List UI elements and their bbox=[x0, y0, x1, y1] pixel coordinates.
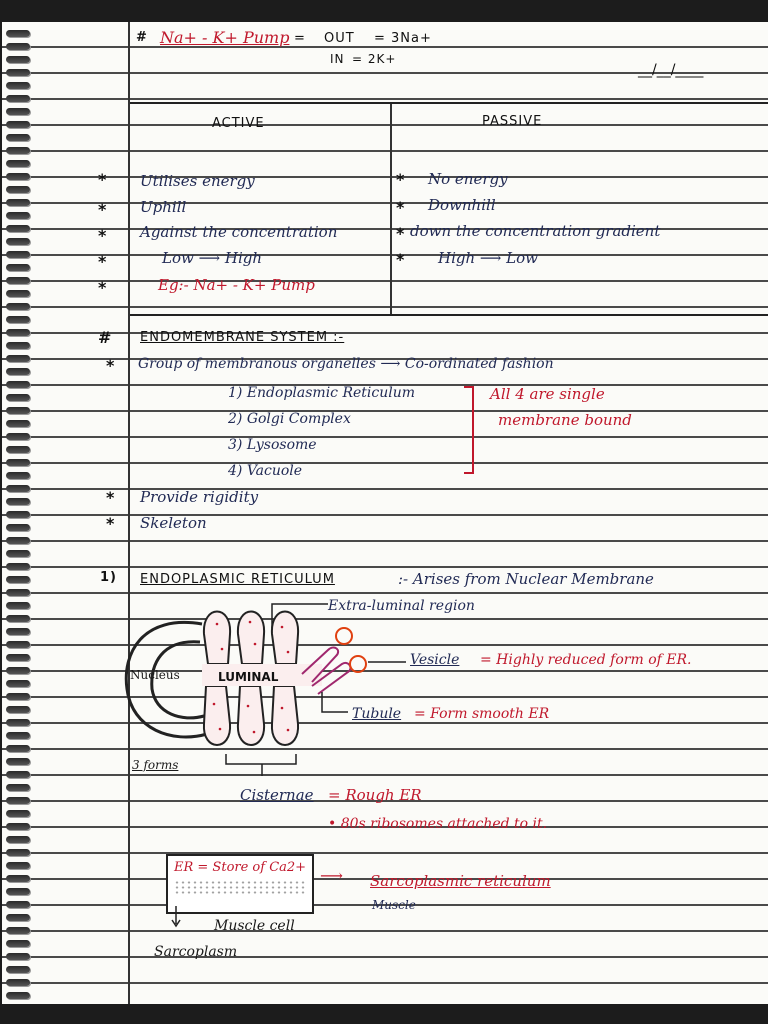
spiral-coil bbox=[6, 888, 30, 895]
notebook-page bbox=[2, 0, 768, 1024]
er-arises: :- Arises from Nuclear Membrane bbox=[398, 570, 654, 588]
bullet: * bbox=[98, 200, 107, 219]
spiral-coil bbox=[6, 979, 30, 986]
passive-item: High ⟶ Low bbox=[438, 249, 539, 267]
spiral-coil bbox=[6, 537, 30, 544]
spiral-coil bbox=[6, 225, 30, 232]
section-hash: # bbox=[98, 328, 112, 347]
spiral-coil bbox=[6, 927, 30, 934]
extra-luminal-label: Extra-luminal region bbox=[328, 598, 475, 614]
endomembrane-title: ENDOMEMBRANE SYSTEM :- bbox=[140, 330, 345, 345]
spiral-coil bbox=[6, 160, 30, 167]
sarcoplasm-dots bbox=[174, 880, 306, 894]
sarcoplasm-label: Sarcoplasm bbox=[154, 944, 238, 960]
spiral-coil bbox=[6, 875, 30, 882]
passive-item: Downhill bbox=[428, 196, 496, 214]
active-header: ACTIVE bbox=[212, 116, 265, 131]
spiral-coil bbox=[6, 407, 30, 414]
spiral-coil bbox=[6, 381, 30, 388]
spiral-coil bbox=[6, 30, 30, 37]
spiral-coil bbox=[6, 966, 30, 973]
spiral-coil bbox=[6, 849, 30, 856]
date-field: __/__/____ bbox=[638, 62, 704, 78]
active-item: Low ⟶ High bbox=[162, 249, 263, 267]
active-item: Against the concentration bbox=[140, 223, 338, 241]
spiral-coil bbox=[6, 134, 30, 141]
spiral-coil bbox=[6, 771, 30, 778]
spiral-coil bbox=[6, 784, 30, 791]
bullet: * bbox=[98, 278, 107, 297]
bullet: * bbox=[396, 170, 405, 189]
sarcoplasmic-label: Sarcoplasmic reticulum bbox=[370, 872, 551, 890]
header-hash: # bbox=[136, 30, 148, 45]
vesicle-bottom bbox=[350, 656, 366, 672]
vesicle-top bbox=[336, 628, 352, 644]
rigidity-point: Provide rigidity bbox=[140, 488, 259, 506]
spiral-coil bbox=[6, 277, 30, 284]
active-item: Utilises energy bbox=[140, 172, 255, 190]
spiral-coil bbox=[6, 147, 30, 154]
spiral-coil bbox=[6, 368, 30, 375]
bullet: * bbox=[106, 514, 115, 533]
out-label: OUT bbox=[324, 31, 355, 46]
in-label: IN bbox=[330, 52, 345, 66]
spiral-coil bbox=[6, 43, 30, 50]
nucleus-label: Nucleus bbox=[130, 668, 180, 682]
spiral-coil bbox=[6, 797, 30, 804]
spiral-coil bbox=[6, 82, 30, 89]
passive-item: down the concentration gradient bbox=[410, 222, 661, 240]
bullet: * bbox=[396, 250, 405, 269]
single-membrane-note: membrane bound bbox=[498, 411, 632, 429]
spiral-coil bbox=[6, 498, 30, 505]
spiral-coil bbox=[6, 576, 30, 583]
muscle-cell-label: Muscle cell bbox=[214, 918, 295, 934]
bullet: * bbox=[106, 488, 115, 507]
bullet: * bbox=[396, 198, 405, 217]
spiral-coil bbox=[6, 810, 30, 817]
spiral-coil bbox=[6, 745, 30, 752]
spiral-coil bbox=[6, 628, 30, 635]
spiral-coil bbox=[6, 953, 30, 960]
margin-line bbox=[128, 22, 130, 1004]
spiral-coil bbox=[6, 433, 30, 440]
spiral-coil bbox=[6, 238, 30, 245]
spiral-coil bbox=[6, 459, 30, 466]
er-store-label: ER = Store of Ca2+ bbox=[174, 860, 307, 875]
spiral-coil bbox=[6, 680, 30, 687]
vesicle-definition: = Highly reduced form of ER. bbox=[480, 652, 692, 668]
spiral-coil bbox=[6, 472, 30, 479]
bullet: * bbox=[98, 252, 107, 271]
spiral-coil bbox=[6, 303, 30, 310]
er-diagram bbox=[122, 594, 482, 784]
spiral-coil bbox=[6, 524, 30, 531]
bullet: * bbox=[106, 356, 115, 375]
spiral-coil bbox=[6, 485, 30, 492]
spiral-coil bbox=[6, 329, 30, 336]
three-forms-label: 3 forms bbox=[132, 758, 179, 772]
spiral-coil bbox=[6, 693, 30, 700]
cisternae-label: Cisternae bbox=[240, 786, 314, 804]
spiral-coil bbox=[6, 173, 30, 180]
organelle-item: 4) Vacuole bbox=[228, 463, 303, 479]
bullet: * bbox=[98, 170, 107, 189]
spiral-coil bbox=[6, 394, 30, 401]
tubule-arrow bbox=[322, 692, 348, 712]
spiral-coil bbox=[6, 836, 30, 843]
organelle-item: 3) Lysosome bbox=[228, 437, 317, 453]
table-divider bbox=[390, 102, 392, 314]
tubule-label: Tubule bbox=[352, 706, 402, 722]
muscle-cell-box bbox=[166, 854, 314, 914]
spiral-coil bbox=[6, 823, 30, 830]
spiral-coil bbox=[6, 290, 30, 297]
spiral-coil bbox=[6, 95, 30, 102]
out-value: = 3Na+ bbox=[374, 31, 432, 46]
bullet: * bbox=[98, 226, 107, 245]
spiral-coil bbox=[6, 862, 30, 869]
organelle-bracket bbox=[464, 386, 474, 474]
table-bottom-line bbox=[130, 314, 768, 316]
spiral-coil bbox=[6, 251, 30, 258]
spiral-coil bbox=[6, 56, 30, 63]
muscle-label: Muscle bbox=[372, 898, 416, 912]
tubule-definition: = Form smooth ER bbox=[414, 706, 550, 722]
spiral-coil bbox=[6, 732, 30, 739]
passive-item: No energy bbox=[428, 170, 508, 188]
organelle-item: 2) Golgi Complex bbox=[228, 411, 351, 427]
spiral-coil bbox=[6, 589, 30, 596]
spiral-coil bbox=[6, 602, 30, 609]
spiral-coil bbox=[6, 69, 30, 76]
spiral-coil bbox=[6, 316, 30, 323]
spiral-coil bbox=[6, 914, 30, 921]
spiral-coil bbox=[6, 654, 30, 661]
spiral-coil bbox=[6, 212, 30, 219]
skeleton-point: Skeleton bbox=[140, 514, 207, 532]
spiral-coil bbox=[6, 641, 30, 648]
spiral-coil bbox=[6, 342, 30, 349]
ribosome-note: • 80s ribosomes attached to it. bbox=[328, 816, 548, 832]
spiral-coil bbox=[6, 511, 30, 518]
spiral-coil bbox=[6, 186, 30, 193]
spiral-coil bbox=[6, 550, 30, 557]
spiral-coil bbox=[6, 758, 30, 765]
cisternae-bracket bbox=[226, 754, 296, 776]
cisternae-definition: = Rough ER bbox=[328, 786, 422, 804]
pump-title: Na+ - K+ Pump bbox=[160, 28, 290, 47]
sarcoplasm-arrow bbox=[170, 906, 182, 928]
vesicle-label: Vesicle bbox=[410, 652, 460, 668]
bullet: * bbox=[396, 224, 405, 243]
spiral-coil bbox=[6, 264, 30, 271]
spiral-coil bbox=[6, 992, 30, 999]
spiral-coil bbox=[6, 719, 30, 726]
spiral-coil bbox=[6, 667, 30, 674]
spiral-coil bbox=[6, 355, 30, 362]
spiral-coil bbox=[6, 563, 30, 570]
spiral-coil bbox=[6, 706, 30, 713]
equals-sign: = bbox=[294, 31, 306, 46]
bottom-edge bbox=[2, 1004, 768, 1024]
spiral-coil bbox=[6, 901, 30, 908]
spiral-coil bbox=[6, 615, 30, 622]
table-top-line bbox=[130, 102, 768, 104]
spiral-coil bbox=[6, 446, 30, 453]
active-item: Uphill bbox=[140, 198, 187, 216]
spiral-coil bbox=[6, 420, 30, 427]
in-value: = 2K+ bbox=[352, 52, 397, 66]
single-membrane-note: All 4 are single bbox=[490, 385, 605, 403]
sarcoplasmic-arrow: ⟶ bbox=[320, 866, 343, 885]
spiral-coil bbox=[6, 940, 30, 947]
passive-header: PASSIVE bbox=[482, 114, 543, 129]
spiral-coil bbox=[6, 121, 30, 128]
spiral-binding bbox=[2, 0, 32, 1024]
luminal-label: LUMINAL bbox=[218, 670, 279, 684]
group-line: Group of membranous organelles ⟶ Co-ordinated fashion bbox=[138, 356, 554, 372]
er-title: ENDOPLASMIC RETICULUM bbox=[140, 572, 335, 587]
section-number: 1) bbox=[100, 570, 117, 585]
organelle-item: 1) Endoplasmic Reticulum bbox=[228, 385, 416, 401]
top-edge bbox=[2, 0, 768, 22]
active-example: Eg:- Na+ - K+ Pump bbox=[158, 276, 315, 294]
spiral-coil bbox=[6, 108, 30, 115]
spiral-coil bbox=[6, 199, 30, 206]
